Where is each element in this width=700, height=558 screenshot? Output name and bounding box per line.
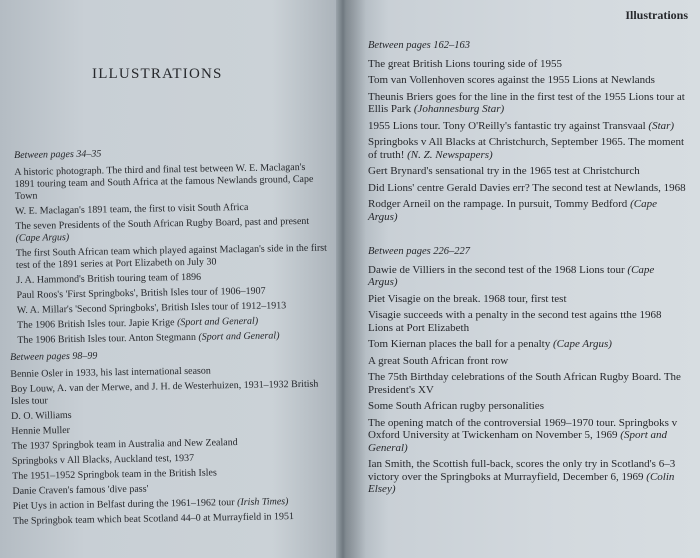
entry-text: Tom Kiernan places the ball for a penalty bbox=[368, 338, 551, 351]
entry-text: D. O. Williams bbox=[11, 409, 72, 422]
entry-text: Piet Uys in action in Belfast during the 1961–1962 tour bbox=[12, 497, 235, 512]
entry-text: Ian Smith, the Scottish full-back, scores the only try in Scotland's 6–3 victory over the Springboks at Murrayfield, December 6, 1969 bbox=[368, 458, 676, 483]
illustration-entry bbox=[14, 162, 327, 203]
entry-text: The 75th Birthday celebrations of the South African Rugby Board. The President's XV bbox=[368, 371, 681, 396]
illustration-entry bbox=[11, 378, 327, 408]
entry-text: Theunis Briers goes for the line in the first test of the 1955 Lions tour at Ellis Park bbox=[368, 90, 685, 116]
section-pages-34-35 bbox=[14, 145, 329, 350]
entry-text: Gert Brynard's sensational try in the 1965 test at Christchurch bbox=[368, 165, 640, 178]
illustration-entry bbox=[368, 91, 686, 116]
section-heading: Between pages 162–163 bbox=[368, 40, 471, 51]
photo-credit: (Cape Argus) bbox=[552, 338, 612, 351]
entry-text: The opening match of the controversial 1969–1970 tour. Springboks v Oxford University at Twickenham on November 5, 1969 bbox=[368, 416, 678, 442]
illustration-entry bbox=[16, 243, 328, 272]
entry-text: A great South African front row bbox=[368, 354, 509, 367]
illustration-entry bbox=[368, 458, 686, 496]
entry-text: J. A. Hammond's British touring team of 1896 bbox=[16, 271, 202, 286]
entry-text: The 1937 Springbok team in Australia and New Zealand bbox=[11, 437, 238, 452]
entry-text: The seven Presidents of the South African Rugby Board, past and present bbox=[15, 215, 310, 232]
photo-credit: (Cape Argus) bbox=[15, 232, 70, 244]
illustration-entry bbox=[368, 165, 686, 178]
entry-list bbox=[368, 58, 686, 224]
entry-list bbox=[14, 162, 329, 347]
entry-text: Some South African rugby personalities bbox=[368, 400, 544, 413]
page-title: ILLUSTRATIONS bbox=[92, 66, 223, 82]
entry-text: Did Lions' centre Gerald Davies err? The second test at Newlands, 1968 bbox=[368, 181, 686, 194]
illustration-entry bbox=[13, 510, 329, 528]
entry-text: A historic photograph. The third and final test between W. E. Maclagan's 1891 touring team and South Africa at the famous Newlands ground, Cape Town bbox=[14, 161, 314, 202]
illustration-entry bbox=[368, 309, 686, 334]
section-heading: Between pages 34–35 bbox=[14, 148, 102, 161]
photo-credit: (N. Z. Newspapers) bbox=[407, 148, 493, 161]
entry-text: The first South African team which played against Maclagan's side in the first test of the 1891 series at Port Elizabeth on July 30 bbox=[15, 242, 328, 271]
entry-text: Paul Roos's 'First Springboks', British Isles tour of 1906–1907 bbox=[16, 285, 266, 301]
entry-list bbox=[10, 363, 329, 527]
illustration-entry bbox=[368, 355, 686, 368]
entry-text: The 1906 British Isles tour. Japie Krige bbox=[16, 317, 175, 331]
entry-text: Hennie Muller bbox=[11, 424, 71, 437]
entry-list bbox=[368, 264, 686, 496]
running-head: Illustrations bbox=[625, 8, 688, 22]
illustration-entry bbox=[368, 120, 686, 133]
illustration-entry bbox=[15, 216, 327, 245]
section-pages-226-227 bbox=[368, 246, 686, 500]
entry-text: Visagie succeeds with a penalty in the second test agains tthe 1968 Lions at Port Elizabeth bbox=[368, 309, 662, 334]
photo-credit: (Cape Argus) bbox=[368, 263, 655, 289]
illustration-entry bbox=[368, 417, 686, 455]
photo-credit: (Irish Times) bbox=[236, 496, 289, 509]
section-heading: Between pages 226–227 bbox=[368, 246, 471, 257]
illustration-entry bbox=[368, 338, 686, 351]
entry-text: Bennie Osler in 1933, his last international season bbox=[10, 365, 211, 380]
illustration-entry bbox=[368, 264, 686, 289]
illustration-entry bbox=[368, 182, 686, 195]
entry-text: Rodger Arneil on the rampage. In pursuit, Tommy Bedford bbox=[368, 198, 628, 211]
illustration-entry bbox=[368, 371, 686, 396]
entry-text: The 1951–1952 Springbok team in the British Isles bbox=[12, 467, 217, 482]
section-pages-98-99 bbox=[10, 346, 329, 530]
photo-credit: (Sport and General) bbox=[368, 429, 668, 454]
entry-text: Springboks v All Blacks at Christchurch, September 1965. The moment of truth! bbox=[368, 136, 685, 161]
entry-text: W. A. Millar's 'Second Springboks', British Isles tour of 1912–1913 bbox=[16, 300, 287, 316]
left-page bbox=[0, 0, 340, 558]
illustration-entry bbox=[368, 293, 686, 306]
right-page bbox=[346, 0, 700, 558]
illustration-entry bbox=[368, 136, 686, 161]
illustration-entry bbox=[368, 400, 686, 413]
entry-text: The 1906 British Isles tour. Anton Stegmann bbox=[17, 331, 197, 346]
section-pages-162-163 bbox=[368, 40, 686, 227]
entry-text: The great British Lions touring side of 1955 bbox=[368, 57, 562, 70]
photo-credit: (Colin Elsey) bbox=[368, 470, 675, 496]
photo-credit: (Star) bbox=[648, 119, 675, 132]
photo-credit: (Cape Argus) bbox=[368, 198, 657, 223]
entry-text: W. E. Maclagan's 1891 team, the first to visit South Africa bbox=[14, 201, 249, 217]
entry-text: The Springbok team which beat Scotland 44–0 at Murrayfield in 1951 bbox=[12, 511, 295, 527]
photo-credit: (Sport and General) bbox=[198, 330, 280, 343]
entry-text: Danie Craven's famous 'dive pass' bbox=[12, 483, 149, 497]
entry-text: Boy Louw, A. van der Merwe, and J. H. de Westerhuizen, 1931–1932 British Isles tour bbox=[10, 378, 319, 407]
illustration-entry bbox=[368, 198, 686, 223]
illustration-entry bbox=[368, 58, 686, 71]
entry-text: 1955 Lions tour. Tony O'Reilly's fantastic try against Transvaal bbox=[368, 119, 646, 132]
illustration-entry bbox=[368, 74, 686, 87]
entry-text: Piet Visagie on the break. 1968 tour, first test bbox=[368, 292, 567, 305]
illustration-entry bbox=[17, 330, 329, 347]
section-heading: Between pages 98–99 bbox=[10, 350, 98, 363]
fold-shadow bbox=[346, 0, 366, 558]
photo-credit: (Sport and General) bbox=[176, 315, 259, 329]
entry-text: Tom van Vollenhoven scores against the 1955 Lions at Newlands bbox=[368, 74, 655, 87]
photo-credit: (Johannesburg Star) bbox=[413, 103, 505, 116]
entry-text: Springboks v All Blacks, Auckland test, 1937 bbox=[11, 452, 195, 467]
entry-text: Dawie de Villiers in the second test of the 1968 Lions tour bbox=[368, 263, 625, 276]
